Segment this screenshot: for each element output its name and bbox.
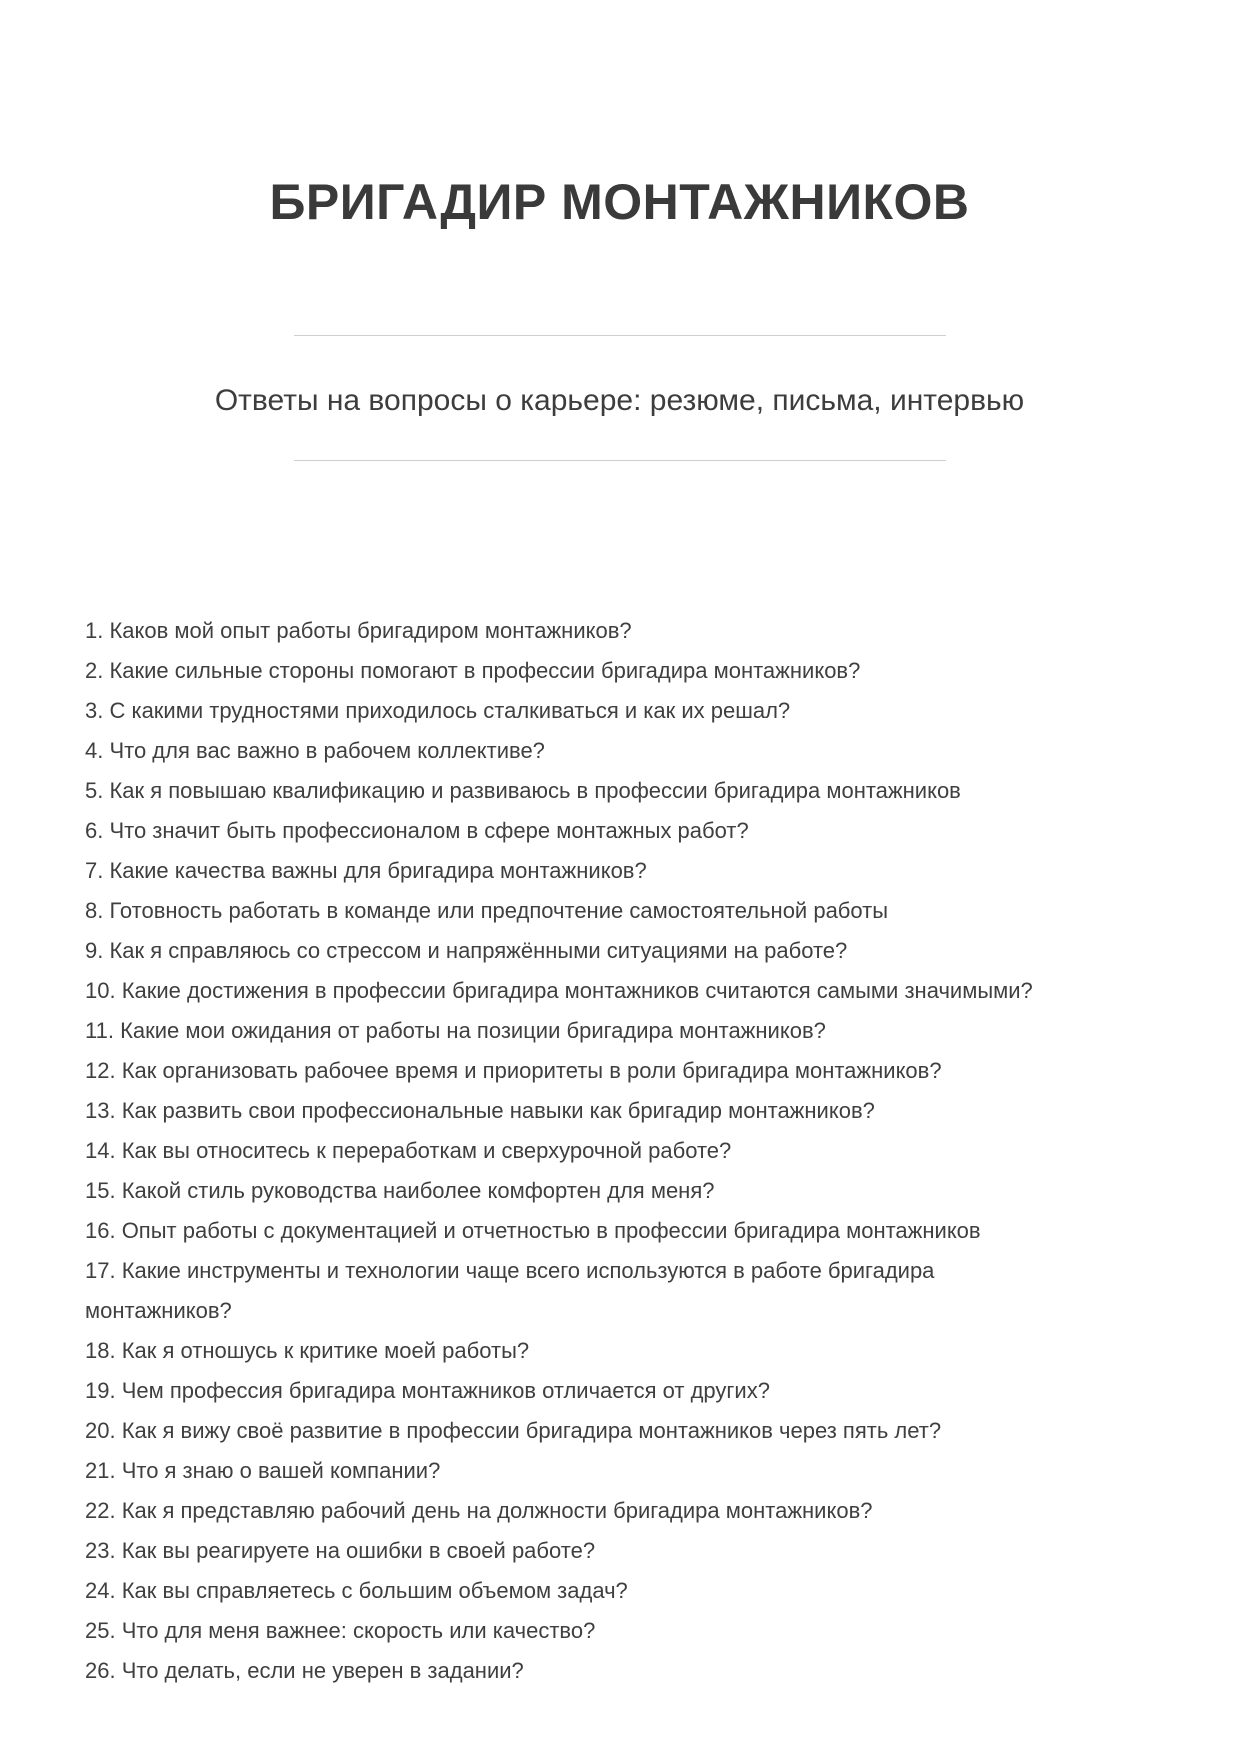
question-item: 18. Как я отношусь к критике моей работы? <box>85 1337 530 1363</box>
question-item: 12. Как организовать рабочее время и приоритеты в роли бригадира монтажников? <box>85 1057 942 1083</box>
question-item: 21. Что я знаю о вашей компании? <box>85 1457 441 1483</box>
question-item: 8. Готовность работать в команде или предпочтение самостоятельной работы <box>85 897 889 923</box>
page-title: БРИГАДИР МОНТАЖНИКОВ <box>269 174 970 230</box>
question-item: 15. Какой стиль руководства наиболее комфортен для меня? <box>85 1177 715 1203</box>
question-item: 25. Что для меня важнее: скорость или качество? <box>85 1617 596 1643</box>
question-item: 9. Как я справляюсь со стрессом и напряжёнными ситуациями на работе? <box>85 937 848 963</box>
question-item: 19. Чем профессия бригадира монтажников отличается от других? <box>85 1377 770 1403</box>
question-item: 11. Какие мои ожидания от работы на позиции бригадира монтажников? <box>85 1017 826 1043</box>
question-item: 13. Как развить свои профессиональные навыки как бригадир монтажников? <box>85 1097 875 1123</box>
question-item: 6. Что значит быть профессионалом в сфере монтажных работ? <box>85 817 749 843</box>
question-item: 7. Какие качества важны для бригадира монтажников? <box>85 857 647 883</box>
questions-list <box>0 611 1239 1691</box>
question-item: 2. Какие сильные стороны помогают в профессии бригадира монтажников? <box>85 657 861 683</box>
question-item: 24. Как вы справляетесь с большим объемом задач? <box>85 1577 628 1603</box>
page-subtitle: Ответы на вопросы о карьере: резюме, письма, интервью <box>214 384 1025 417</box>
question-item: 26. Что делать, если не уверен в задании? <box>85 1657 524 1683</box>
question-item: 4. Что для вас важно в рабочем коллективе? <box>85 737 545 763</box>
divider-top <box>294 335 946 336</box>
divider-bottom <box>294 460 946 461</box>
document-header <box>0 0 1239 461</box>
question-item: 5. Как я повышаю квалификацию и развиваюсь в профессии бригадира монтажников <box>85 777 961 803</box>
question-item: 17. Какие инструменты и технологии чаще всего используются в работе бригадира монтажников? <box>85 1257 935 1323</box>
question-item: 10. Какие достижения в профессии бригадира монтажников считаются самыми значимыми? <box>85 977 1033 1003</box>
question-item: 20. Как я вижу своё развитие в профессии бригадира монтажников через пять лет? <box>85 1417 942 1443</box>
question-item: 23. Как вы реагируете на ошибки в своей работе? <box>85 1537 596 1563</box>
question-item: 22. Как я представляю рабочий день на должности бригадира монтажников? <box>85 1497 873 1523</box>
question-item: 14. Как вы относитесь к переработкам и сверхурочной работе? <box>85 1137 732 1163</box>
question-item: 3. С какими трудностями приходилось сталкиваться и как их решал? <box>85 697 791 723</box>
question-item: 1. Каков мой опыт работы бригадиром монтажников? <box>85 617 632 643</box>
question-item: 16. Опыт работы с документацией и отчетностью в профессии бригадира монтажников <box>85 1217 981 1243</box>
